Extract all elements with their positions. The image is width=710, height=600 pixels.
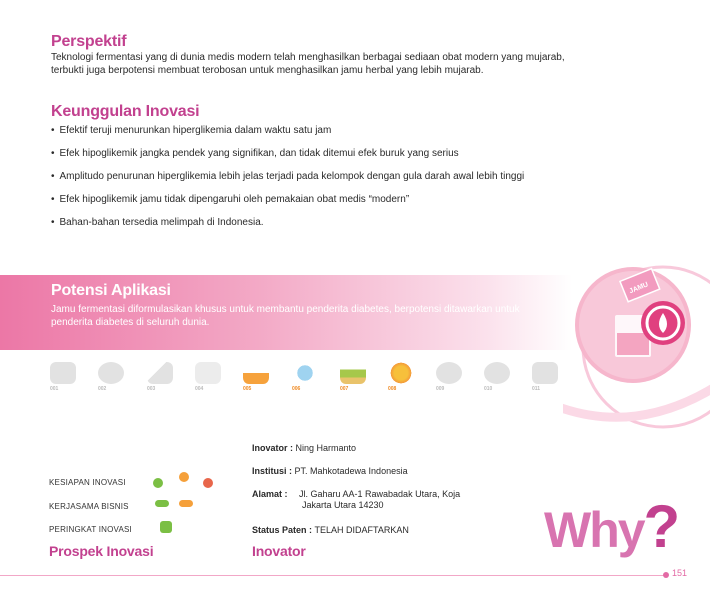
perspektif-text: Teknologi fermentasi yang di dunia medis modern telah menghasilkan berbagai sediaan obat modern yang mujarab, terbukti juga berpotensi membuat terobosan untuk menghasilkan jamu herbal yang lebih mujarab. <box>51 52 565 76</box>
list-item: • Efek hipoglikemik jamu tidak dipengaruhi oleh pemakaian obat medis “modern” <box>51 193 571 216</box>
list-item: • Efektif teruji menurunkan hiperglikemia dalam waktu satu jam <box>51 124 571 147</box>
status-row: Status Paten : TELAH DIDAFTARKAN <box>252 525 409 535</box>
kerjasama-label: KERJASAMA BISNIS <box>49 502 129 511</box>
footer-line <box>0 575 668 576</box>
perspektif-heading: Perspektif <box>51 33 127 50</box>
factory-icon: 001 <box>48 360 80 400</box>
landscape-icon: 003 <box>145 360 177 400</box>
page-number: 151 <box>672 568 688 578</box>
prospek-heading: Prospek Inovasi <box>49 543 154 559</box>
food-icon: 002 <box>96 360 128 400</box>
alamat-row: Alamat : <box>252 489 288 499</box>
inovator-row: Inovator : Ning Harmanto <box>252 443 357 453</box>
cell-icon: 005 <box>241 360 273 400</box>
agriculture-icon: 007 <box>338 360 370 400</box>
why-logo: Why? <box>544 493 679 560</box>
fish-icon: 009 <box>434 360 466 400</box>
recycle-icon: 010 <box>482 360 514 400</box>
list-item: • Amplitudo penurunan hiperglikemia lebih jelas terjadi pada kelompok dengan gula darah awal lebih tinggi <box>51 170 571 193</box>
plane-icon: 011 <box>530 360 562 400</box>
list-item: • Efek hipoglikemik jangka pendek yang signifikan, dan tidak ditemui efek buruk yang serius <box>51 147 571 170</box>
potensi-text: Jamu fermentasi diformulasikan khusus untuk membantu penderita diabetes, berpotensi ditawarkan untuk penderita diabetes di seluruh dunia. <box>51 304 520 328</box>
jamu-glass-illustration <box>563 255 710 455</box>
peringkat-label: PERINGKAT INOVASI <box>49 525 132 534</box>
list-item: • Bahan-bahan tersedia melimpah di Indonesia. <box>51 216 571 239</box>
energy-icon: 008 <box>386 360 418 400</box>
packet-label: JAMU <box>628 281 650 296</box>
potensi-heading: Potensi Aplikasi <box>51 282 171 299</box>
sector-icon-row <box>48 360 568 400</box>
keunggulan-list <box>51 124 571 239</box>
kesiapan-label: KESIAPAN INOVASI <box>49 478 126 487</box>
alamat-value: Jl. Gaharu AA-1 Rawabadak Utara, Koja Jakarta Utara 14230 <box>299 489 461 510</box>
inovator-heading: Inovator <box>252 543 306 559</box>
institusi-row: Institusi : PT. Mahkotadewa Indonesia <box>252 466 408 476</box>
satellite-icon: 004 <box>193 360 225 400</box>
microscope-icon: 006 <box>290 360 322 400</box>
footer-dot <box>663 572 669 578</box>
keunggulan-heading: Keunggulan Inovasi <box>51 103 200 120</box>
